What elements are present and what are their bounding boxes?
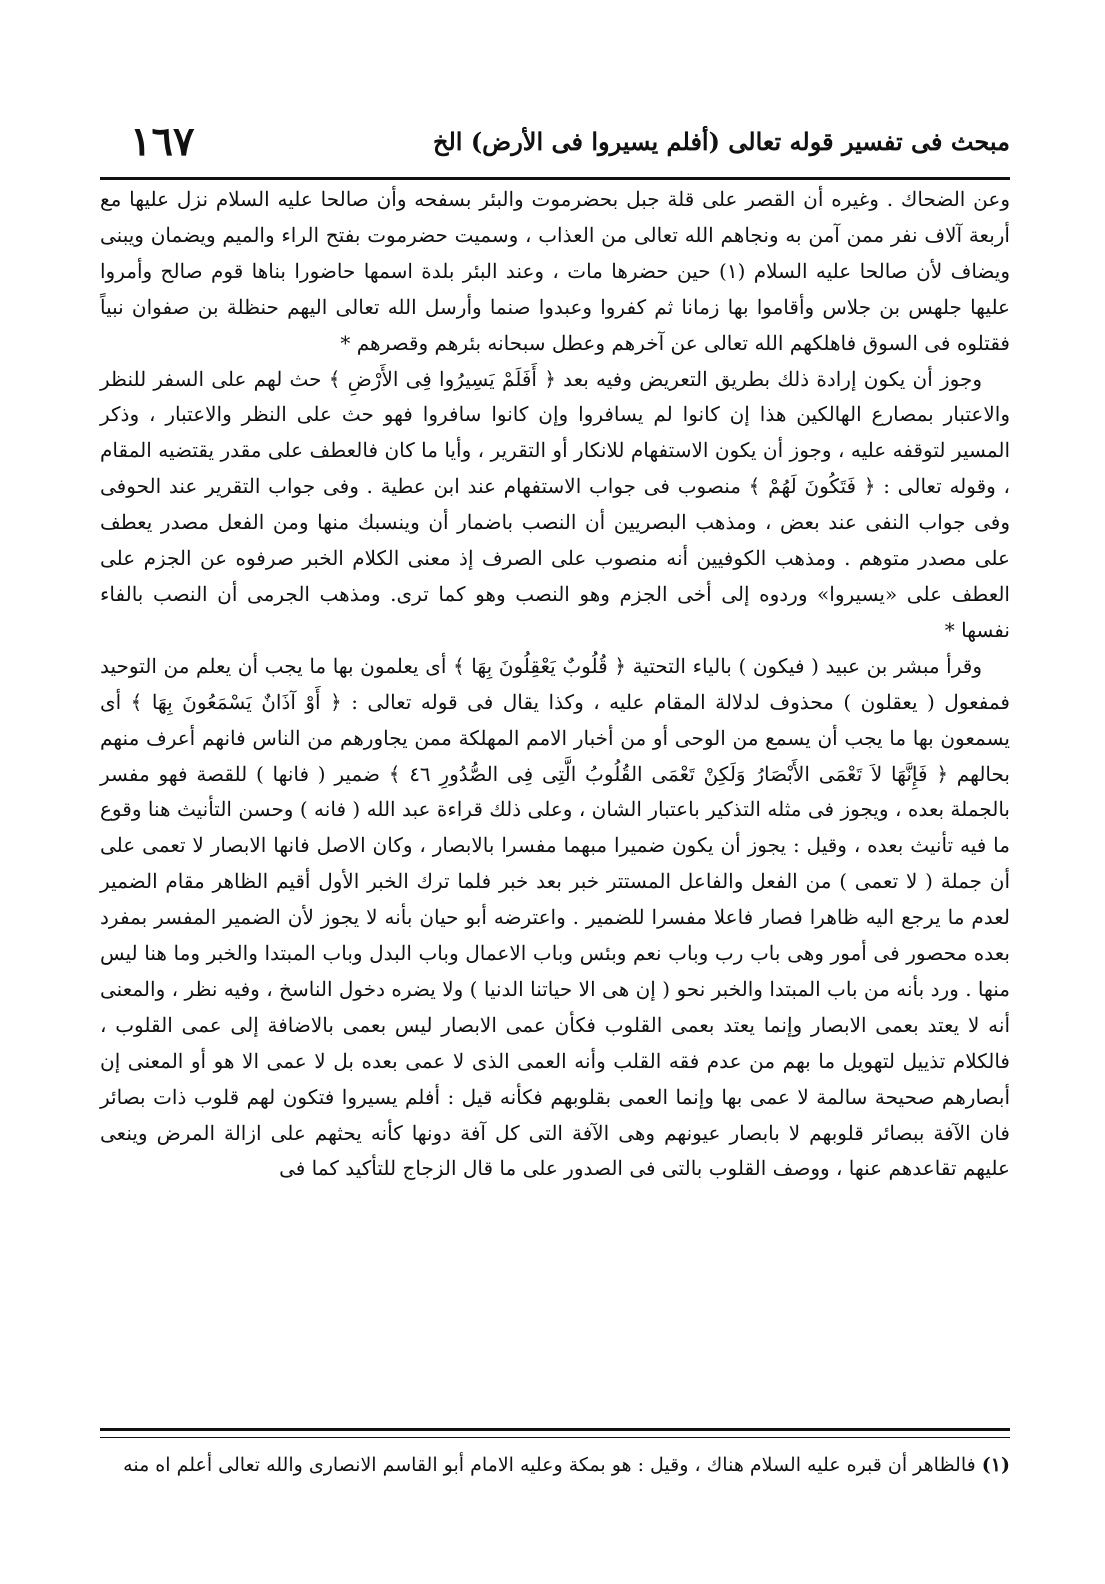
footnote-text: فالظاهر أن قبره عليه السلام هناك ، وقيل : هو بمكة وعليه الامام أبو القاسم الانصارى والله تعالى أعلم اه منه: [123, 1454, 976, 1476]
footnote-marker: (١): [981, 1454, 1010, 1476]
running-title: مبحث فى تفسير قوله تعالى (أفلم يسيروا فى الأرض) الخ: [433, 127, 1010, 156]
header-rule: [100, 177, 1010, 180]
footnote-rule: [100, 1428, 1010, 1438]
page-number: ١٦٧: [130, 118, 195, 165]
paragraph: وعن الضحاك . وغيره أن القصر على قلة جبل بحضرموت والبئر بسفحه وأن صالحا عليه السلام نزل عليها مع أربعة آلاف نفر ممن آمن به ونجاهم الله تعالى من العذاب ، وسميت حضرموت بفتح الراء والميم ويضمان ويبنى ويضاف لأن صالحا عليه السلام (١) حين حضرها مات ، وعند البئر بلدة اسمها حاضورا بناها قوم صالح وأمروا عليها جلهس بن جلاس وأقاموا بها زمانا ثم كفروا وعبدوا صنما وأرسل الله تعالى اليهم حنظلة بن صفوان نبياً فقتلوه فى السوق فاهلكهم الله تعالى عن آخرهم وعطل سبحانه بئرهم وقصرهم *: [100, 187, 1011, 355]
paragraph: وقرأ مبشر بن عبيد ( فيكون ) بالياء التحتية ﴿ قُلُوبٌ يَعْقِلُونَ بِهَا ﴾ أى يعلمون بها ما يجب أن يعلم من التوحيد فمفعول ( يعقلون ) محذوف لدلالة المقام عليه ، وكذا يقال فى قوله تعالى : ﴿ أَوْ آذَانٌ يَسْمَعُونَ بِهَا ﴾ أى يسمعون بها ما يجب أن يسمع من الوحى أو من أخبار الامم المهلكة ممن يجاورهم من الناس فانهم أعرف منهم بحالهم ﴿ فَإِنَّهَا لاَ تَعْمَى الأَبْصَارُ وَلَكِنْ تَعْمَى القُلُوبُ الَّتِى فِى الصُّدُورِ ٤٦ ﴾ ضمير ( فانها ) للقصة فهو مفسر بالجملة بعده ، ويجوز فى مثله التذكير باعتبار الشان ، وعلى ذلك قراءة عبد الله ( فانه ) وحسن التأنيث هنا وقوع ما فيه تأنيث بعده ، وقيل : يجوز أن يكون ضميرا مبهما مفسرا بالابصار ، وكان الاصل فانها الابصار لا تعمى على أن جملة ( لا تعمى ) من الفعل والفاعل المستتر خبر بعد خبر فلما ترك الخبر الأول أقيم الظاهر مقام الضمير لعدم ما يرجع اليه ظاهرا فصار فاعلا مفسرا للضمير . واعترضه أبو حيان بأنه لا يجوز لأن الضمير المفسر بمفرد بعده محصور فى أمور وهى باب رب وباب نعم وبئس وباب الاعمال وباب البدل وباب المبتدا والخبر وما هنا ليس منها . ورد بأنه من باب المبتدا والخبر نحو ( إن هى الا حياتنا الدنيا ) ولا يضره دخول الناسخ ، وفيه نظر ، والمعنى أنه لا يعتد بعمى الابصار وإنما يعتد بعمى القلوب فكأن عمى الابصار ليس بعمى بالاضافة إلى عمى القلوب ، فالكلام تذييل لتهويل ما بهم من عدم فقه القلب وأنه العمى الذى لا عمى بعده بل لا عمى الا هو أو المعنى إن أبصارهم صحيحة سالمة لا عمى بها وإنما العمى بقلوبهم فكأنه قيل : أفلم يسيروا فتكون لهم قلوب ذات بصائر فان الآفة ببصائر قلوبهم لا بابصار عيونهم وهى الآفة التى كل آفة دونها كأنه يحثهم على ازالة المرض وينعى عليهم تقاعدهم عنها ، ووصف القلوب بالتى فى الصدور على ما قال الزجاج للتأكيد كما فى: [100, 653, 1010, 1181]
main-text: [100, 182, 1010, 1187]
footnote: [100, 1448, 1010, 1482]
paragraph: وجوز أن يكون إرادة ذلك بطريق التعريض وفيه بعد ﴿ أَفَلَمْ يَسِيرُوا فِى الأَرْضِ ﴾ حث لهم على السفر للنظر والاعتبار بمصارع الهالكين هذا إن كانوا لم يسافروا وإن كانوا سافروا فهو حث على النظر والاعتبار ، وذكر المسير لتوقفه عليه ، وجوز أن يكون الاستفهام للانكار أو التقرير ، وأيا ما كان فالعطف على مقدر يقتضيه المقام ، وقوله تعالى : ﴿ فَتَكُونَ لَهُمْ ﴾ منصوب فى جواب الاستفهام عند ابن عطية . وفى جواب التقرير عند الحوفى وفى جواب النفى عند بعض ، ومذهب البصريين أن النصب باضمار أن وينسبك منها ومن الفعل مصدر يعطف على مصدر متوهم . ومذهب الكوفيين أنه منصوب على الصرف إذ معنى الكلام الخبر صرفوه عن الجزم على العطف على «يسيروا» وردوه إلى أخى الجزم وهو النصب وهو كما ترى. ومذهب الجرمى أن النصب بالفاء نفسها *: [100, 366, 1010, 642]
page-header: [100, 112, 1010, 172]
